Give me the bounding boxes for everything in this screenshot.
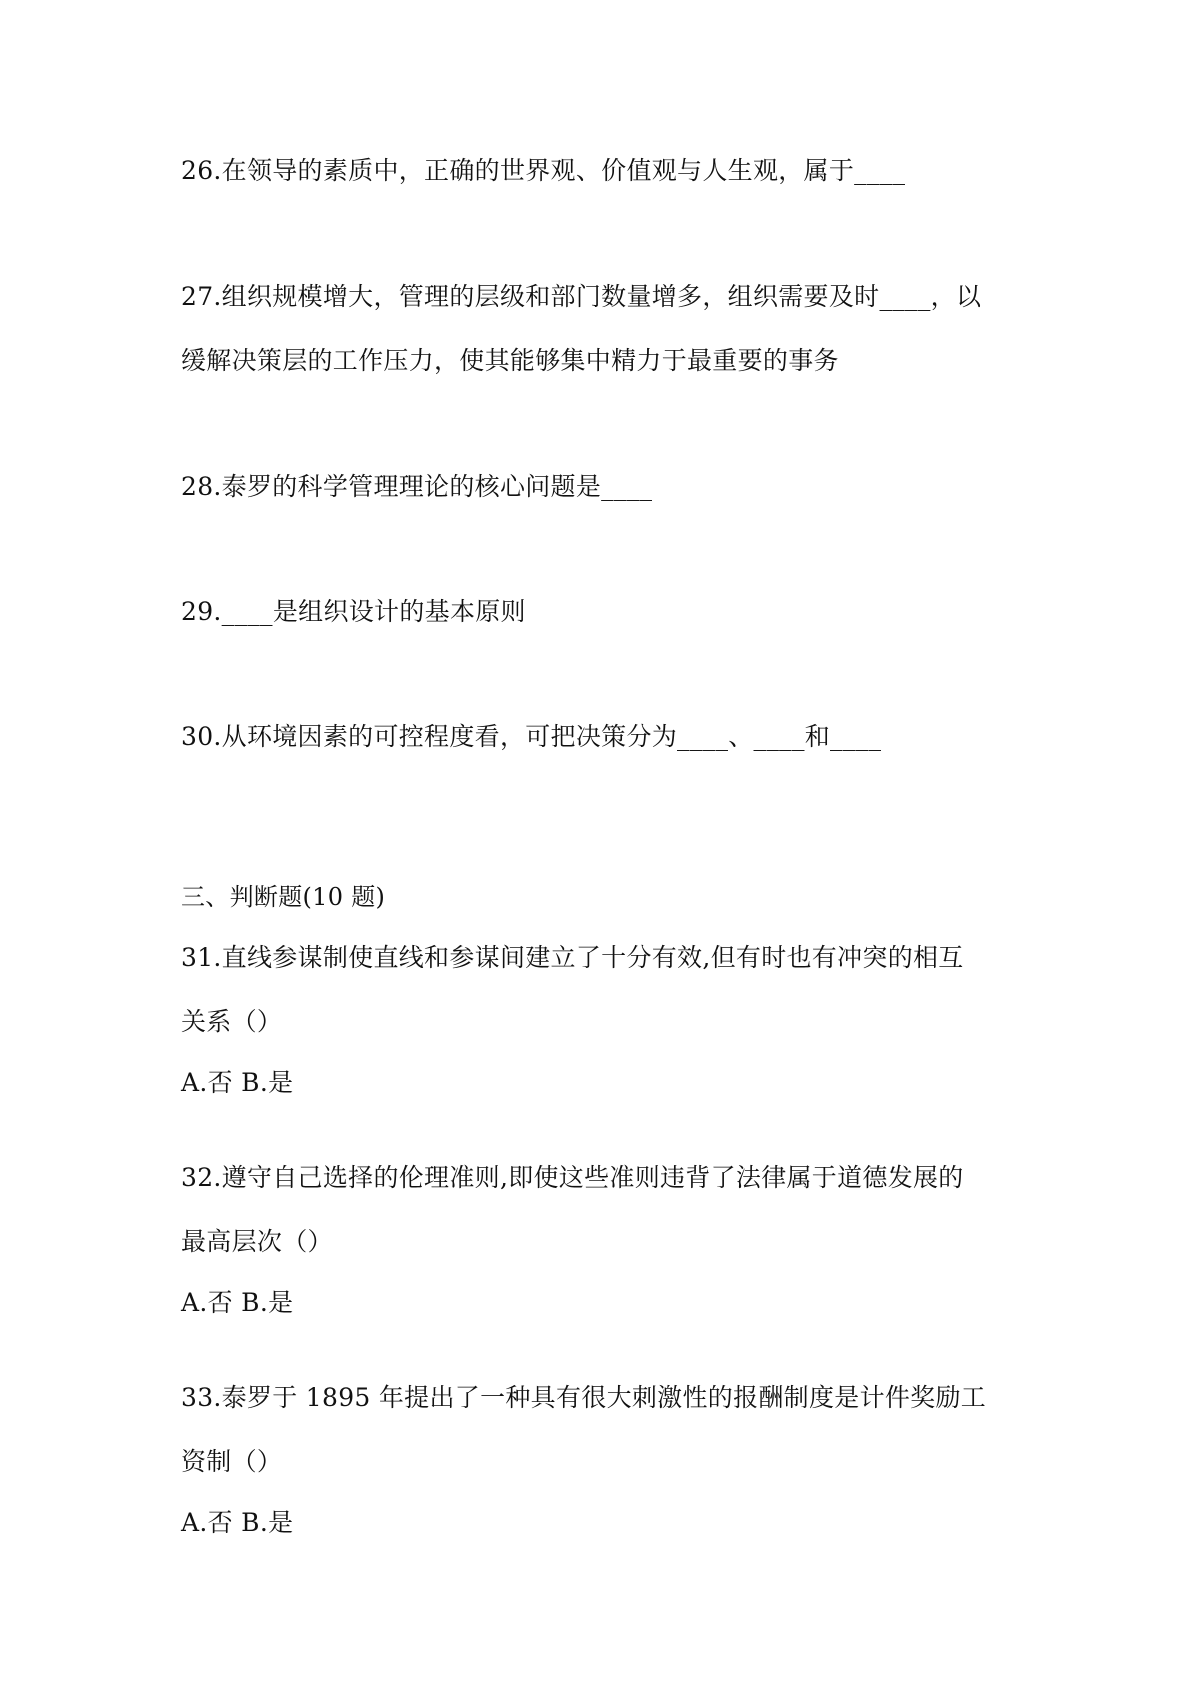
question-28-line-1: 28.泰罗的科学管理理论的核心问题是____ (181, 472, 653, 501)
section-title: 三、判断题(10 题) (181, 883, 386, 911)
question-32-line-1: 32.遵守自己选择的伦理准则,即使这些准则违背了法律属于道德发展的 (181, 1163, 964, 1192)
question-32-line-2: 最高层次（） (181, 1227, 333, 1256)
question-33-line-2: 资制（） (181, 1447, 283, 1476)
question-33-line-1: 33.泰罗于 1895 年提出了一种具有很大刺激性的报酬制度是计件奖励工 (181, 1383, 987, 1412)
question-27-line-2: 缓解决策层的工作压力，使其能够集中精力于最重要的事务 (181, 346, 839, 375)
question-31-options: A.否 B.是 (181, 1068, 294, 1097)
question-29-line-1: 29.____是组织设计的基本原则 (181, 597, 526, 626)
question-31-line-1: 31.直线参谋制使直线和参谋间建立了十分有效,但有时也有冲突的相互 (181, 943, 964, 972)
question-32-options: A.否 B.是 (181, 1288, 294, 1317)
question-26-line-1: 26.在领导的素质中，正确的世界观、价值观与人生观，属于____ (181, 156, 906, 185)
question-30-line-1: 30.从环境因素的可控程度看，可把决策分为____、____和____ (181, 722, 882, 751)
question-27-line-1: 27.组织规模增大，管理的层级和部门数量增多，组织需要及时____，以 (181, 282, 982, 311)
question-31-line-2: 关系（） (181, 1007, 283, 1036)
question-33-options: A.否 B.是 (181, 1508, 294, 1537)
